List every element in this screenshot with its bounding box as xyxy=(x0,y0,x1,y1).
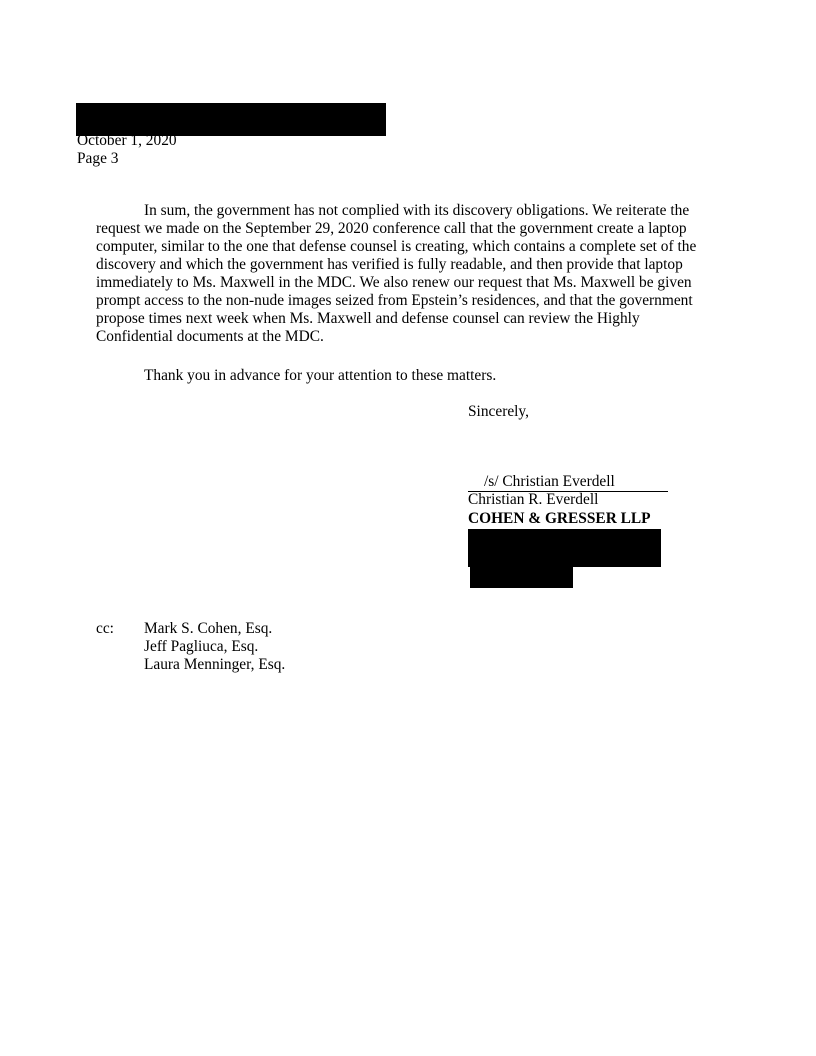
firm-name: COHEN & GRESSER LLP xyxy=(468,510,651,527)
salutation: Sincerely, xyxy=(468,403,529,420)
paragraph-line: prompt access to the non-nude images seized from Epstein’s residences, and that the government xyxy=(96,292,693,309)
signature: /s/ Christian Everdell xyxy=(468,473,668,492)
paragraph-line: immediately to Ms. Maxwell in the MDC. We also renew our request that Ms. Maxwell be given xyxy=(96,274,692,291)
paragraph-line: In sum, the government has not complied with its discovery obligations. We reiterate the xyxy=(144,202,690,219)
paragraph-line: request we made on the September 29, 2020 conference call that the government create a laptop xyxy=(96,220,687,237)
letter-date: October 1, 2020 xyxy=(77,132,177,148)
page-number: Page 3 xyxy=(77,150,119,167)
paragraph-line: discovery and which the government has verified is fully readable, and then provide that laptop xyxy=(96,256,683,273)
redaction-contact xyxy=(470,567,573,588)
cc-label: cc: xyxy=(96,620,114,637)
redaction-address xyxy=(468,529,661,567)
signer-name: Christian R. Everdell xyxy=(468,491,599,508)
thanks-line: Thank you in advance for your attention to these matters. xyxy=(144,367,497,384)
paragraph-line: propose times next week when Ms. Maxwell and defense counsel can review the Highly xyxy=(96,310,640,327)
paragraph-line: Confidential documents at the MDC. xyxy=(96,328,324,345)
body-paragraph xyxy=(96,202,720,346)
cc-recipient: Laura Menninger, Esq. xyxy=(144,656,286,673)
cc-recipient: Mark S. Cohen, Esq. xyxy=(144,620,273,637)
paragraph-line: computer, similar to the one that defense counsel is creating, which contains a complete set of the xyxy=(96,238,697,255)
cc-recipient: Jeff Pagliuca, Esq. xyxy=(144,638,259,655)
